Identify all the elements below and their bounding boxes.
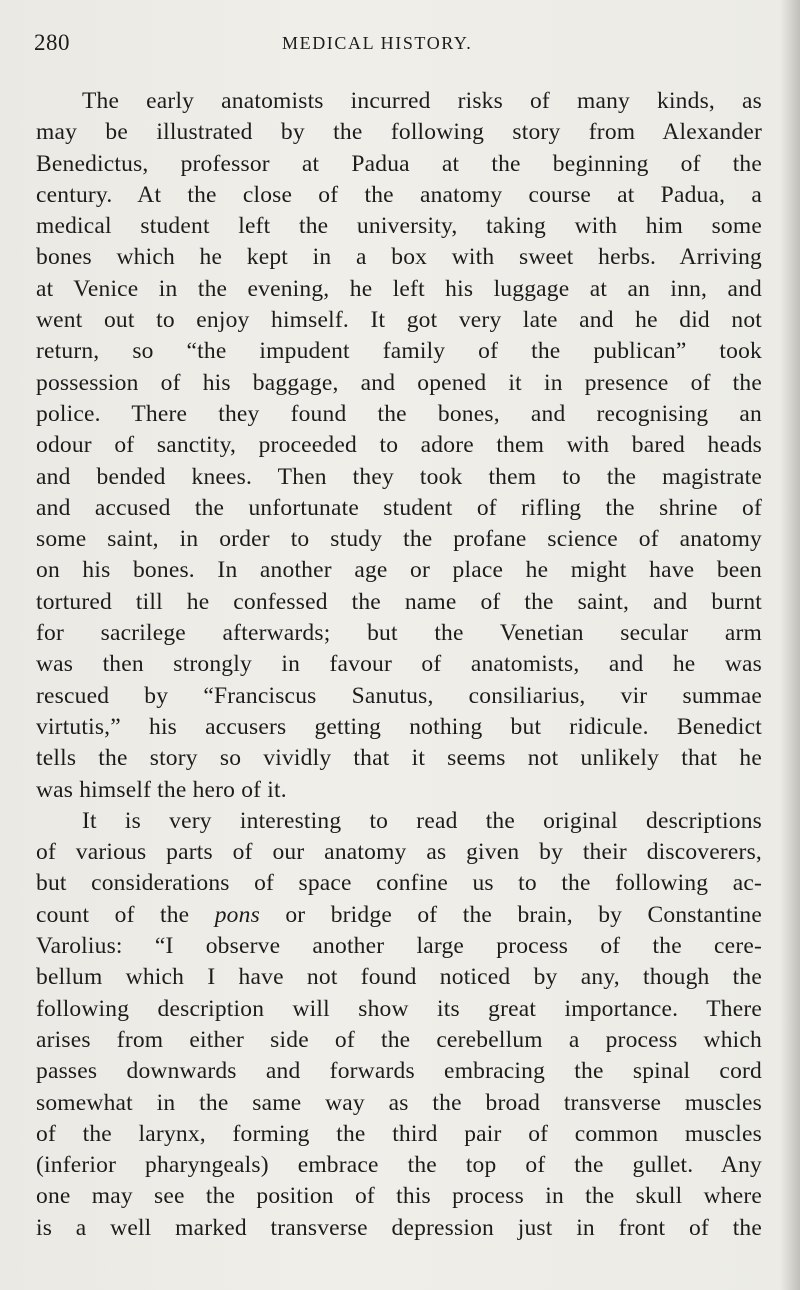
body-text (36, 86, 762, 1244)
text-line: virtutis,” his accusers getting nothing but ridicule. Benedict (36, 713, 762, 740)
page-edge-shadow (780, 0, 800, 1290)
text-line: return, so “the impudent family of the publican” took (36, 338, 762, 365)
page-number: 280 (34, 30, 70, 55)
text-line: following description will show its great importance. There (36, 995, 762, 1022)
text-line: of the larynx, forming the third pair of common muscles (36, 1120, 762, 1147)
text-line: was himself the hero of it. (36, 776, 287, 803)
text-line: is a well marked transverse depression just in front of the (36, 1214, 762, 1241)
text-line: bellum which I have not found noticed by any, though the (36, 964, 762, 991)
text-line: on his bones. In another age or place he might have been (36, 557, 762, 584)
text-line: police. There they found the bones, and recognising an (36, 400, 762, 427)
text-line: (inferior pharyngeals) embrace the top of the gullet. Any (36, 1152, 762, 1179)
text-line: tortured till he confessed the name of the saint, and burnt (36, 588, 762, 615)
text-line: It is very interesting to read the original descriptions (82, 807, 762, 834)
page-header (34, 30, 760, 64)
paragraph-2 (36, 806, 762, 1244)
italic-term-pons: pons (214, 901, 260, 928)
text-line: century. At the close of the anatomy course at Padua, a (36, 181, 762, 208)
text-line: but considerations of space confine us to the following ac- (36, 870, 762, 897)
text-line-pons (36, 900, 762, 931)
text-line: arises from either side of the cerebellum a process which (36, 1026, 762, 1053)
text-fragment: or bridge of the brain, by Constantine (259, 901, 762, 928)
text-line: went out to enjoy himself. It got very late and he did not (36, 307, 762, 334)
text-line: rescued by “Franciscus Sanutus, consiliarius, vir summae (36, 682, 762, 709)
text-line: somewhat in the same way as the broad transverse muscles (36, 1089, 762, 1116)
running-head: MEDICAL HISTORY. (282, 33, 473, 53)
text-line: some saint, in order to study the profane science of anatomy (36, 526, 762, 553)
text-line: may be illustrated by the following story from Alexander (36, 119, 762, 146)
text-fragment: count of the (36, 901, 215, 928)
text-line: The early anatomists incurred risks of many kinds, as (82, 88, 762, 114)
paragraph-1 (36, 86, 762, 806)
text-line: passes downwards and forwards embracing the spinal cord (36, 1058, 762, 1085)
text-line: at Venice in the evening, he left his luggage at an inn, and (36, 275, 762, 302)
text-line: of various parts of our anatomy as given by their discoverers, (36, 839, 762, 866)
text-line: Benedictus, professor at Padua at the beginning of the (36, 150, 762, 177)
text-line: for sacrilege afterwards; but the Venetian secular arm (36, 620, 762, 647)
text-line: odour of sanctity, proceeded to adore them with bared heads (36, 432, 762, 459)
text-line: one may see the position of this process in the skull where (36, 1183, 762, 1210)
text-line: tells the story so vividly that it seems not unlikely that he (36, 745, 762, 772)
text-line: bones which he kept in a box with sweet herbs. Arriving (36, 244, 762, 271)
text-line: possession of his baggage, and opened it in presence of the (36, 369, 762, 396)
text-line: and accused the unfortunate student of rifling the shrine of (36, 494, 762, 521)
text-line: Varolius: “I observe another large process of the cere- (36, 933, 762, 960)
text-line: medical student left the university, taking with him some (36, 213, 762, 240)
text-line: was then strongly in favour of anatomists, and he was (36, 651, 762, 678)
text-line: and bended knees. Then they took them to the magistrate (36, 463, 762, 490)
